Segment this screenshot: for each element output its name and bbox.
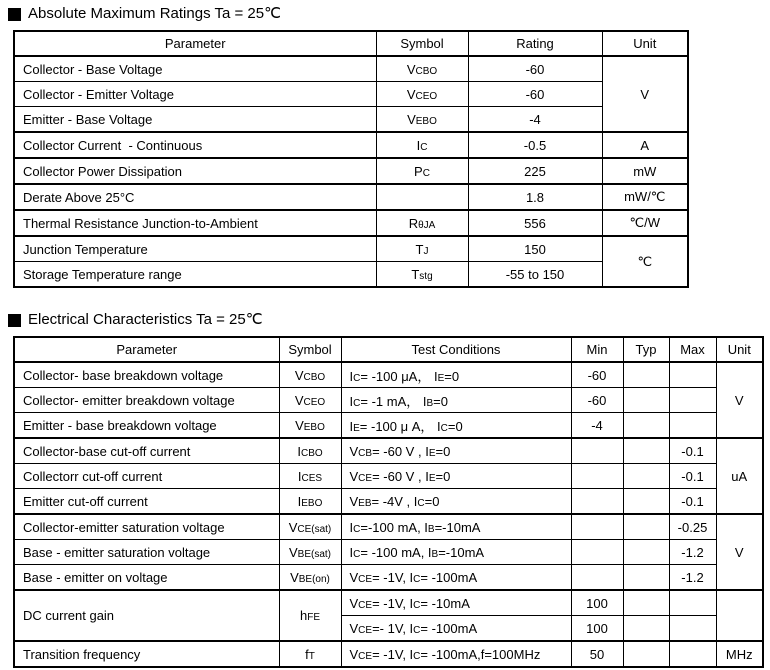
max-cell: [669, 413, 716, 439]
typ-cell: [623, 565, 669, 591]
parameter-cell: Emitter cut-off current: [14, 489, 279, 515]
parameter-cell: Collector-base cut-off current: [14, 438, 279, 464]
subscript: C: [413, 624, 421, 636]
subscript: C: [422, 167, 430, 179]
subscript: J: [423, 245, 429, 257]
symbol-cell: VBE(on): [279, 565, 341, 591]
subscript: C: [413, 573, 421, 585]
min-header: Min: [571, 337, 623, 362]
min-cell: 100: [571, 616, 623, 642]
symbol-cell: TJ: [376, 236, 468, 262]
electrical-characteristics-table: [13, 336, 764, 668]
max-cell: -1.2: [669, 565, 716, 591]
table-row: [14, 236, 688, 262]
max-cell: [669, 362, 716, 388]
symbol-cell: VCEO: [376, 82, 468, 107]
min-cell: 100: [571, 590, 623, 616]
subscript: E: [428, 472, 436, 484]
parameter-cell: Transition frequency: [14, 641, 279, 667]
typ-cell: [623, 514, 669, 540]
table-row: [14, 158, 688, 184]
rating-cell: 225: [468, 158, 602, 184]
unit-cell: uA: [716, 438, 763, 514]
subscript: CE: [358, 573, 373, 585]
symbol-cell: PC: [376, 158, 468, 184]
subscript: C: [413, 599, 421, 611]
unit-cell: mW/℃: [602, 184, 688, 210]
subscript: E: [437, 372, 445, 384]
table-row: [14, 262, 688, 288]
parameter-cell: Emitter - base breakdown voltage: [14, 413, 279, 439]
subscript: CE: [358, 650, 373, 662]
symbol-cell: VCEO: [279, 388, 341, 413]
table-row: [14, 82, 688, 107]
subscript: BE(on): [298, 573, 330, 585]
parameter-cell: Storage Temperature range: [14, 262, 376, 288]
subscript: CE: [358, 472, 373, 484]
table-row: [14, 514, 763, 540]
absolute-maximum-ratings-table: [13, 30, 689, 288]
subscript: B: [426, 397, 434, 409]
test-conditions-cell: VCB= -60 V , IE=0: [341, 438, 571, 464]
unit-cell: V: [602, 56, 688, 132]
test-conditions-cell: VCE=- 1V, IC= -100mA: [341, 616, 571, 642]
parameter-cell: DC current gain: [14, 590, 279, 641]
parameter-cell: Collectorr cut-off current: [14, 464, 279, 489]
table-row: [14, 489, 763, 515]
table-row: [14, 56, 688, 82]
typ-cell: [623, 641, 669, 667]
unit-cell: ℃/W: [602, 210, 688, 236]
unit-cell: A: [602, 132, 688, 158]
subscript: C: [353, 372, 361, 384]
subscript: CBO: [303, 371, 326, 383]
section-bullet-icon: [8, 314, 21, 327]
rating-cell: -0.5: [468, 132, 602, 158]
table-row: [14, 132, 688, 158]
subscript: CE: [358, 624, 373, 636]
table-row: [14, 210, 688, 236]
unit-cell: V: [716, 514, 763, 590]
min-cell: -60: [571, 362, 623, 388]
section-title-absolute-maximum-ratings: [8, 4, 770, 24]
symbol-cell: Tstg: [376, 262, 468, 288]
min-cell: 50: [571, 641, 623, 667]
rating-header: Rating: [468, 31, 602, 56]
symbol-cell: VCBO: [279, 362, 341, 388]
min-cell: [571, 565, 623, 591]
parameter-cell: Emitter - Base Voltage: [14, 107, 376, 133]
min-cell: [571, 540, 623, 565]
parameter-cell: Collector- emitter breakdown voltage: [14, 388, 279, 413]
typ-cell: [623, 413, 669, 439]
min-cell: [571, 464, 623, 489]
test-conditions-header: Test Conditions: [341, 337, 571, 362]
unit-header: Unit: [716, 337, 763, 362]
symbol-cell: VCE(sat): [279, 514, 341, 540]
subscript: CEO: [415, 90, 438, 102]
max-cell: -0.1: [669, 438, 716, 464]
test-conditions-cell: IC=-100 mA, IB=-10mA: [341, 514, 571, 540]
min-cell: [571, 514, 623, 540]
subscript: C: [413, 650, 421, 662]
symbol-cell: [376, 184, 468, 210]
table-row: [14, 184, 688, 210]
parameter-cell: Derate Above 25°C: [14, 184, 376, 210]
table-row: [14, 641, 763, 667]
unit-header: Unit: [602, 31, 688, 56]
parameter-cell: Collector Power Dissipation: [14, 158, 376, 184]
subscript: EBO: [303, 421, 325, 433]
test-conditions-cell: VCE= -1V, IC= -100mA: [341, 565, 571, 591]
subscript: B: [431, 548, 439, 560]
test-conditions-cell: VCE= -60 V , IE=0: [341, 464, 571, 489]
max-cell: -0.1: [669, 464, 716, 489]
subscript: CBO: [300, 447, 323, 459]
table-row: [14, 107, 688, 133]
table-row: [14, 590, 763, 616]
symbol-cell: hFE: [279, 590, 341, 641]
table-row: [14, 388, 763, 413]
symbol-cell: RθJA: [376, 210, 468, 236]
typ-cell: [623, 540, 669, 565]
symbol-cell: VEBO: [376, 107, 468, 133]
subscript: E: [353, 422, 360, 434]
symbol-cell: VBE(sat): [279, 540, 341, 565]
typ-cell: [623, 616, 669, 642]
symbol-cell: ICES: [279, 464, 341, 489]
header-row: [14, 31, 688, 56]
unit-cell: V: [716, 362, 763, 438]
test-conditions-cell: IC= -100 μA， IE=0: [341, 362, 571, 388]
unit-cell: ℃: [602, 236, 688, 287]
symbol-cell: fT: [279, 641, 341, 667]
typ-cell: [623, 362, 669, 388]
section-title-electrical-characteristics: [8, 310, 770, 330]
parameter-cell: Collector - Emitter Voltage: [14, 82, 376, 107]
subscript: C: [353, 523, 361, 535]
header-row: [14, 337, 763, 362]
symbol-cell: VCBO: [376, 56, 468, 82]
max-header: Max: [669, 337, 716, 362]
subscript: T: [308, 650, 315, 662]
symbol-header: Symbol: [376, 31, 468, 56]
table-row: [14, 565, 763, 591]
section-title-text: Electrical Characteristics Ta = 25℃: [28, 311, 263, 328]
max-cell: [669, 641, 716, 667]
typ-header: Typ: [623, 337, 669, 362]
parameter-cell: Base - emitter on voltage: [14, 565, 279, 591]
symbol-cell: VEBO: [279, 413, 341, 439]
max-cell: [669, 388, 716, 413]
unit-cell: [716, 590, 763, 641]
subscript: C: [417, 497, 425, 509]
rating-cell: -60: [468, 56, 602, 82]
rating-cell: -55 to 150: [468, 262, 602, 288]
symbol-header: Symbol: [279, 337, 341, 362]
subscript: E: [428, 447, 436, 459]
typ-cell: [623, 388, 669, 413]
rating-cell: 556: [468, 210, 602, 236]
subscript: C: [353, 548, 361, 560]
table-row: [14, 413, 763, 439]
test-conditions-cell: VCE= -1V, IC= -10mA: [341, 590, 571, 616]
symbol-cell: IEBO: [279, 489, 341, 515]
parameter-cell: Thermal Resistance Junction-to-Ambient: [14, 210, 376, 236]
subscript: EBO: [301, 497, 323, 509]
min-cell: -4: [571, 413, 623, 439]
subscript: C: [353, 397, 361, 409]
symbol-cell: ICBO: [279, 438, 341, 464]
test-conditions-cell: IE= -100 μ A， IC=0: [341, 413, 571, 439]
subscript: stg: [419, 270, 433, 282]
table-row: [14, 362, 763, 388]
parameter-cell: Collector Current - Continuous: [14, 132, 376, 158]
max-cell: -0.1: [669, 489, 716, 515]
parameter-cell: Collector- base breakdown voltage: [14, 362, 279, 388]
subscript: θJA: [418, 219, 436, 231]
subscript: C: [420, 141, 428, 153]
max-cell: -0.25: [669, 514, 716, 540]
max-cell: -1.2: [669, 540, 716, 565]
subscript: FE: [307, 612, 320, 623]
test-conditions-cell: IC= -100 mA, IB=-10mA: [341, 540, 571, 565]
min-cell: -60: [571, 388, 623, 413]
subscript: C: [440, 422, 448, 434]
table-row: [14, 438, 763, 464]
rating-cell: 150: [468, 236, 602, 262]
table-row: [14, 464, 763, 489]
subscript: CBO: [415, 65, 438, 77]
test-conditions-cell: VCE= -1V, IC= -100mA,f=100MHz: [341, 641, 571, 667]
typ-cell: [623, 590, 669, 616]
subscript: CE: [358, 599, 373, 611]
typ-cell: [623, 464, 669, 489]
test-conditions-cell: VEB= -4V , IC=0: [341, 489, 571, 515]
subscript: CES: [301, 472, 323, 484]
test-conditions-cell: IC= -1 mA， IB=0: [341, 388, 571, 413]
rating-cell: -4: [468, 107, 602, 133]
subscript: BE(sat): [297, 548, 331, 560]
parameter-cell: Collector-emitter saturation voltage: [14, 514, 279, 540]
max-cell: [669, 590, 716, 616]
rating-cell: -60: [468, 82, 602, 107]
subscript: B: [427, 523, 435, 535]
section-bullet-icon: [8, 8, 21, 21]
unit-cell: MHz: [716, 641, 763, 667]
min-cell: [571, 489, 623, 515]
subscript: CEO: [303, 396, 326, 408]
max-cell: [669, 616, 716, 642]
parameter-header: Parameter: [14, 31, 376, 56]
subscript: CE(sat): [297, 523, 332, 535]
section-title-text: Absolute Maximum Ratings Ta = 25℃: [28, 5, 281, 22]
subscript: EB: [358, 497, 372, 509]
parameter-cell: Base - emitter saturation voltage: [14, 540, 279, 565]
subscript: CB: [358, 447, 373, 459]
table-row: [14, 540, 763, 565]
parameter-header: Parameter: [14, 337, 279, 362]
parameter-cell: Junction Temperature: [14, 236, 376, 262]
typ-cell: [623, 489, 669, 515]
typ-cell: [623, 438, 669, 464]
unit-cell: mW: [602, 158, 688, 184]
min-cell: [571, 438, 623, 464]
rating-cell: 1.8: [468, 184, 602, 210]
symbol-cell: IC: [376, 132, 468, 158]
parameter-cell: Collector - Base Voltage: [14, 56, 376, 82]
subscript: EBO: [415, 115, 437, 127]
